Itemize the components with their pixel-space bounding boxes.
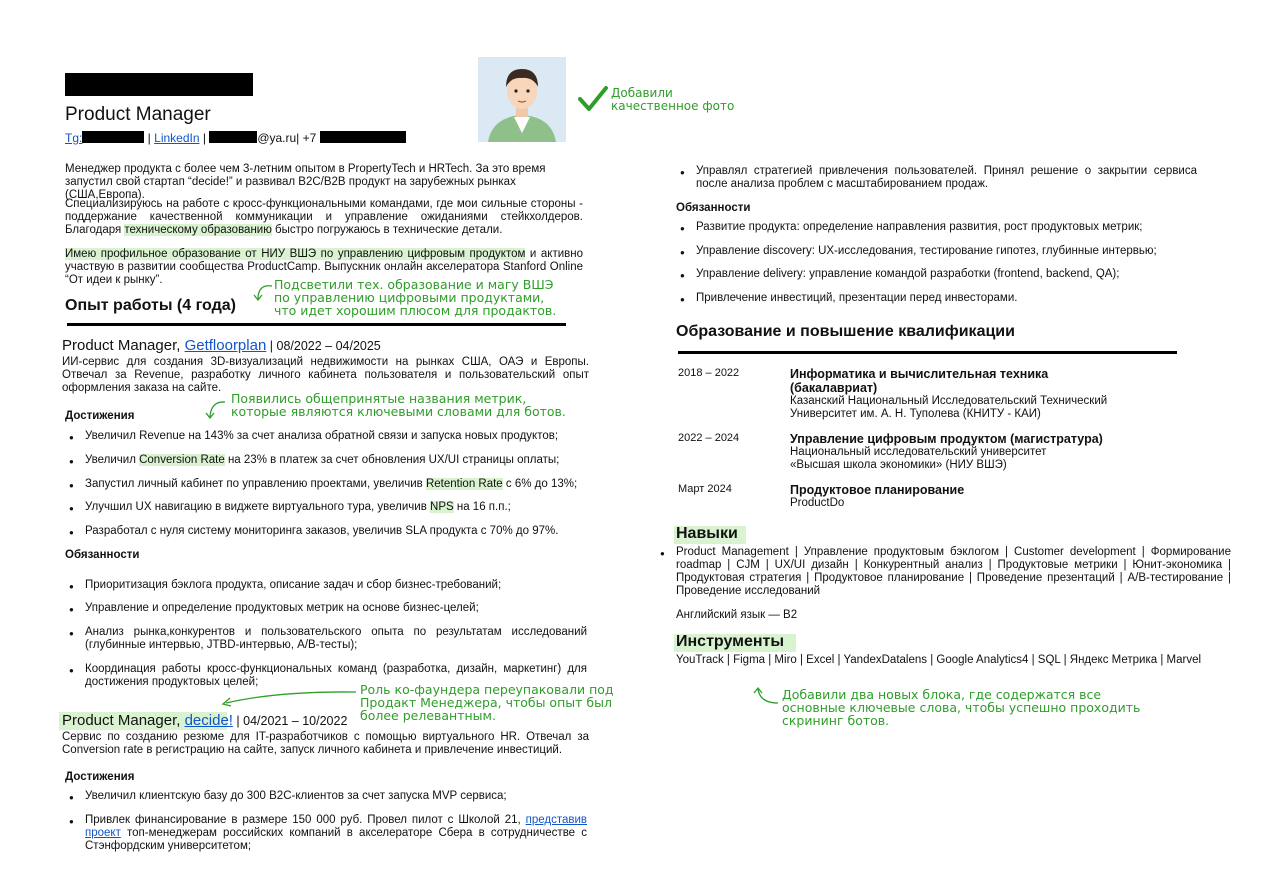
- project-link[interactable]: представив проект: [85, 814, 587, 839]
- arrow-curve-icon: [203, 398, 227, 420]
- getfloorplan-link[interactable]: Getfloorplan: [184, 337, 267, 354]
- avatar-photo: [478, 57, 566, 142]
- education-year: 2018 – 2022: [678, 367, 740, 379]
- decide-link[interactable]: decide!: [184, 712, 233, 729]
- experience-heading: Опыт работы (4 года): [65, 297, 236, 314]
- redacted-name: [65, 73, 253, 96]
- avatar: [478, 57, 566, 142]
- education-org: Национальный исследовательский университет «Высшая школа экономики» (НИУ ВШЭ): [790, 446, 1047, 471]
- job1-duties-label: Обязанности: [65, 549, 140, 561]
- skills-heading: Навыки: [676, 525, 738, 542]
- arrow-curve-icon: [218, 689, 358, 707]
- list-item: ● Привлек финансирование в размере 150 000 руб. Провел пилот с Школой 21, представив проект топ-менеджерам российских компаний в акселераторе Сбера в сотрудничестве с Стэнфордским университетом;: [85, 814, 587, 853]
- list-item: ● Увеличил Conversion Rate на 23% в платеж за счет обновления UX/UI страницы оплаты;: [85, 454, 590, 467]
- skills-text: ● Product Management | Управление продуктовым бэклогом | Customer development | Формирование roadmap | CJM | UX/UI дизайн | Конкурентный анализ | Продуктовые метрики | Юнит-экономика | Продуктовая стратегия | Продуктовое планирование | Проведение презентаций | A/B-тестирование | Проведение исследований: [676, 546, 1231, 598]
- job1-description: ИИ-сервис для создания 3D-визуализаций недвижимости на рынках США, ОАЭ и Европы. Отвечал за Revenue, разработку личного кабинета пользователя и пользовательский опыт оформления заказа на сайте.: [62, 356, 589, 394]
- tools-heading: Инструменты: [676, 633, 785, 650]
- annotation-cofounder: Роль ко-фаундера переупаковали под Продакт Менеджера, чтобы опыт был более релевантным.: [360, 682, 614, 723]
- phone-prefix: | +7: [296, 131, 317, 145]
- education-org: Казанский Национальный Исследовательский Технический Университет им. А. Н. Туполева (КНИТУ - КАИ): [790, 395, 1108, 420]
- list-item: ● Управление и определение продуктовых метрик на основе бизнес-целей;: [85, 602, 587, 615]
- email-suffix: @ya.ru: [257, 131, 297, 145]
- education-year: 2022 – 2024: [678, 432, 740, 444]
- redacted-phone: [320, 131, 406, 143]
- highlight-metric: NPS: [430, 501, 454, 513]
- education-org: ProductDo: [790, 497, 845, 509]
- highlight-metric: Conversion Rate: [139, 454, 225, 466]
- annotation-new-blocks: Добавили два новых блока, где содержатся все основные ключевые слова, чтобы успешно проходить скрининг ботов.: [782, 687, 1141, 728]
- education-title: Информатика и вычислительная техника (бакалавриат): [790, 367, 1049, 395]
- checkmark-icon: [578, 86, 608, 112]
- summary-p2: Специализируюсь на работе с кросс-функциональными командами, где мои сильные стороны - поддержание качественной коммуникации и управление ожиданиями стейкхолдеров. Благодаря техническому образованию быстро погружаюсь в технические детали.: [65, 198, 583, 236]
- english-level: Английский язык — B2: [676, 609, 798, 621]
- arrow-curve-icon: [752, 686, 780, 706]
- summary-p1: Менеджер продукта с более чем 3-летним опытом в PropertyTech и HRTech. За это время запустил свой стартап “decide!” и развивал B2C/B2B продукт на зарубежных рынках (США,Европа).: [65, 163, 546, 201]
- list-item: ● Развитие продукта: определение направления развития, рост продуктовых метрик;: [696, 221, 1216, 234]
- highlight-metric: Retention Rate: [425, 478, 503, 490]
- list-item: ● Координация работы кросс-функциональных команд (разработка, дизайн, маркетинг) для достижения продуктовых целей;: [85, 663, 587, 689]
- education-year: Март 2024: [678, 483, 732, 495]
- contacts-line: Tg: | LinkedIn | @ya.ru| +7: [65, 131, 406, 145]
- page-title: Product Manager: [65, 104, 211, 125]
- annotation-education: Подсветили тех. образование и магу ВШЭ по управлению цифровыми продуктами, что идет хорошим плюсом для продактов.: [274, 277, 557, 318]
- tools-text: YouTrack | Figma | Miro | Excel | YandexDatalens | Google Analytics4 | SQL | Яндекс Метрика | Marvel: [676, 654, 1202, 666]
- job2-description: Сервис по созданию резюме для IT-разработчиков с помощью виртуального HR. Отвечал за Conversion rate в регистрацию на сайте, запуск личного кабинета и привлечение инвестиций.: [62, 731, 589, 756]
- list-item: ● Управление discovery: UX-исследования, тестирование гипотез, глубинные интервью;: [696, 245, 1216, 258]
- list-item: ● Увеличил Revenue на 143% за счет анализа обратной связи и запуска новых продуктов;: [85, 430, 590, 443]
- education-item: [790, 432, 1120, 472]
- list-item: ● Привлечение инвестиций, презентации перед инвесторами.: [696, 292, 1216, 305]
- list-item: ● Управлял стратегией привлечения пользователей. Принял решение о закрытии сервиса после анализа проблем с масштабированием продаж.: [696, 165, 1197, 191]
- section-divider: [678, 351, 1177, 354]
- telegram-link[interactable]: Tg:: [65, 131, 83, 145]
- job2-duties-label: Обязанности: [676, 202, 751, 214]
- summary-p3: Имею профильное образование от НИУ ВШЭ по управлению цифровым продуктом и активно участвую в развитии сообщества ProductCamp. Выпускник онлайн акселератора Stanford Online “От идеи к рынку”.: [65, 248, 583, 286]
- job2-header: Product Manager, decide! | 04/2021 – 10/2022: [62, 712, 348, 729]
- highlight-hse-education: Имею профильное образование от НИУ ВШЭ по управлению цифровым продуктом: [65, 248, 526, 260]
- education-title: Управление цифровым продуктом (магистратура): [790, 432, 1103, 446]
- redacted-email: [209, 131, 257, 143]
- education-item: [790, 483, 1120, 510]
- list-item: ● Анализ рынка,конкурентов и пользовательского опыта по результатам исследований (глубинные интервью, JTBD-интервью, A/B-тесты);: [85, 626, 587, 652]
- section-divider: [67, 323, 566, 326]
- redacted-telegram: [82, 131, 144, 143]
- list-item: ● Запустил личный кабинет по управлению проектами, увеличив Retention Rate с 6% до 13%;: [85, 478, 590, 491]
- education-item: [790, 367, 1120, 421]
- highlight-tech-education: техническому образованию: [124, 224, 272, 236]
- job1-header: Product Manager, Getfloorplan | 08/2022 – 04/2025: [62, 337, 381, 354]
- list-item: ● Управление delivery: управление командой разработки (frontend, backend, QA);: [696, 268, 1216, 281]
- job1-achievements-label: Достижения: [65, 410, 135, 422]
- education-title: Продуктовое планирование: [790, 483, 965, 497]
- job2-achievements-label: Достижения: [65, 771, 135, 783]
- list-item: ● Улучшил UX навигацию в виджете виртуального тура, увеличив NPS на 16 п.п.;: [85, 501, 590, 514]
- arrow-curve-icon: [252, 282, 274, 302]
- linkedin-link[interactable]: LinkedIn: [154, 131, 200, 145]
- list-item: ● Приоритизация бэклога продукта, описание задач и сбор бизнес-требований;: [85, 579, 587, 592]
- annotation-metrics: Появились общепринятые названия метрик, которые являются ключевыми словами для ботов.: [231, 391, 566, 419]
- list-item: ● Увеличил клиентскую базу до 300 B2C-клиентов за счет запуска MVP сервиса;: [85, 790, 590, 803]
- education-heading: Образование и повышение квалификации: [676, 323, 1015, 340]
- list-item: ● Разработал с нуля систему мониторинга заказов, увеличив SLA продукта с 70% до 97%.: [85, 525, 590, 538]
- annotation-photo: Добавили качественное фото: [611, 86, 735, 113]
